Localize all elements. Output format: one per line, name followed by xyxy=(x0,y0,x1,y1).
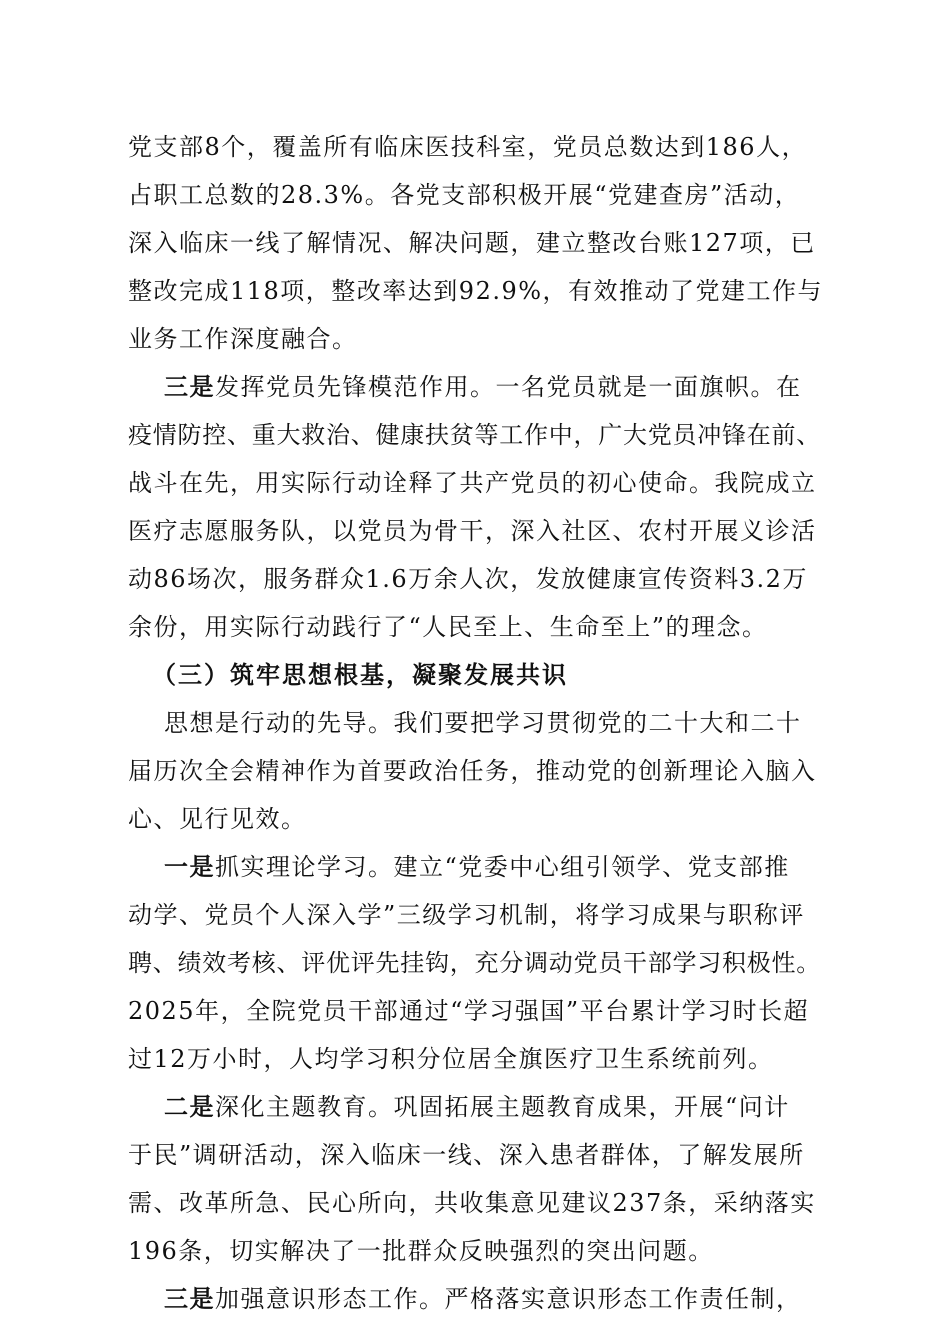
body-text: 深化主题教育。巩固拓展主题教育成果，开展“问计 xyxy=(215,1093,790,1121)
body-text-line: 动学、党员个人深入学”三级学习机制，将学习成果与职称评 xyxy=(128,901,805,929)
body-text-line: 2025年，全院党员干部通过“学习强国”平台累计学习时长超 xyxy=(128,997,810,1025)
body-text-line: 心、见行见效。 xyxy=(128,805,307,833)
body-text: 抓实理论学习。建立“党委中心组引领学、党支部推 xyxy=(215,853,790,881)
body-text-line xyxy=(164,850,790,884)
body-text-line: 战斗在先，用实际行动诠释了共产党员的初心使命。我院成立 xyxy=(128,469,817,497)
body-text-line: 思想是行动的先导。我们要把学习贯彻党的二十大和二十 xyxy=(164,709,802,737)
section-heading: （三）筑牢思想根基，凝聚发展共识 xyxy=(152,660,568,689)
paragraph-lead: 三是 xyxy=(164,1284,215,1313)
body-text-line xyxy=(164,370,802,404)
body-text-line: 深入临床一线了解情况、解决问题，建立整改台账127项，已 xyxy=(128,229,816,257)
body-text-line: 动86场次，服务群众1.6万余人次，发放健康宣传资料3.2万 xyxy=(128,565,808,593)
body-text-line: 196条，切实解决了一批群众反映强烈的突出问题。 xyxy=(128,1237,714,1265)
body-text-line xyxy=(164,1090,790,1124)
body-text: 发挥党员先锋模范作用。一名党员就是一面旗帜。在 xyxy=(215,373,802,401)
body-text-line: 于民”调研活动，深入临床一线、深入患者群体，了解发展所 xyxy=(128,1141,805,1169)
body-text-line: 余份，用实际行动践行了“人民至上、生命至上”的理念。 xyxy=(128,613,768,641)
body-text-line: 医疗志愿服务队，以党员为骨干，深入社区、农村开展义诊活 xyxy=(128,517,817,545)
paragraph-lead: 一是 xyxy=(164,852,215,881)
body-text-line: 聘、绩效考核、评优评先挂钩，充分调动党员干部学习积极性。 xyxy=(128,949,821,977)
body-text-line: 疫情防控、重大救治、健康扶贫等工作中，广大党员冲锋在前、 xyxy=(128,421,821,449)
body-text-line: 过12万小时，人均学习积分位居全旗医疗卫生系统前列。 xyxy=(128,1045,774,1073)
body-text-line: 整改完成118项，整改率达到92.9%，有效推动了党建工作与 xyxy=(128,277,824,305)
body-text-line: 占职工总数的28.3%。各党支部积极开展“党建查房”活动， xyxy=(128,181,801,209)
paragraph-lead: 二是 xyxy=(164,1092,215,1121)
body-text: 加强意识形态工作。严格落实意识形态工作责任制， xyxy=(215,1285,802,1313)
body-text-line xyxy=(164,1282,802,1316)
paragraph-lead: 三是 xyxy=(164,372,215,401)
body-text-line: 业务工作深度融合。 xyxy=(128,325,358,353)
body-text-line: 届历次全会精神作为首要政治任务，推动党的创新理论入脑入 xyxy=(128,757,817,785)
body-text-line: 需、改革所急、民心所向，共收集意见建议237条，采纳落实 xyxy=(128,1189,816,1217)
body-text-line: 党支部8个，覆盖所有临床医技科室，党员总数达到186人， xyxy=(128,133,808,161)
